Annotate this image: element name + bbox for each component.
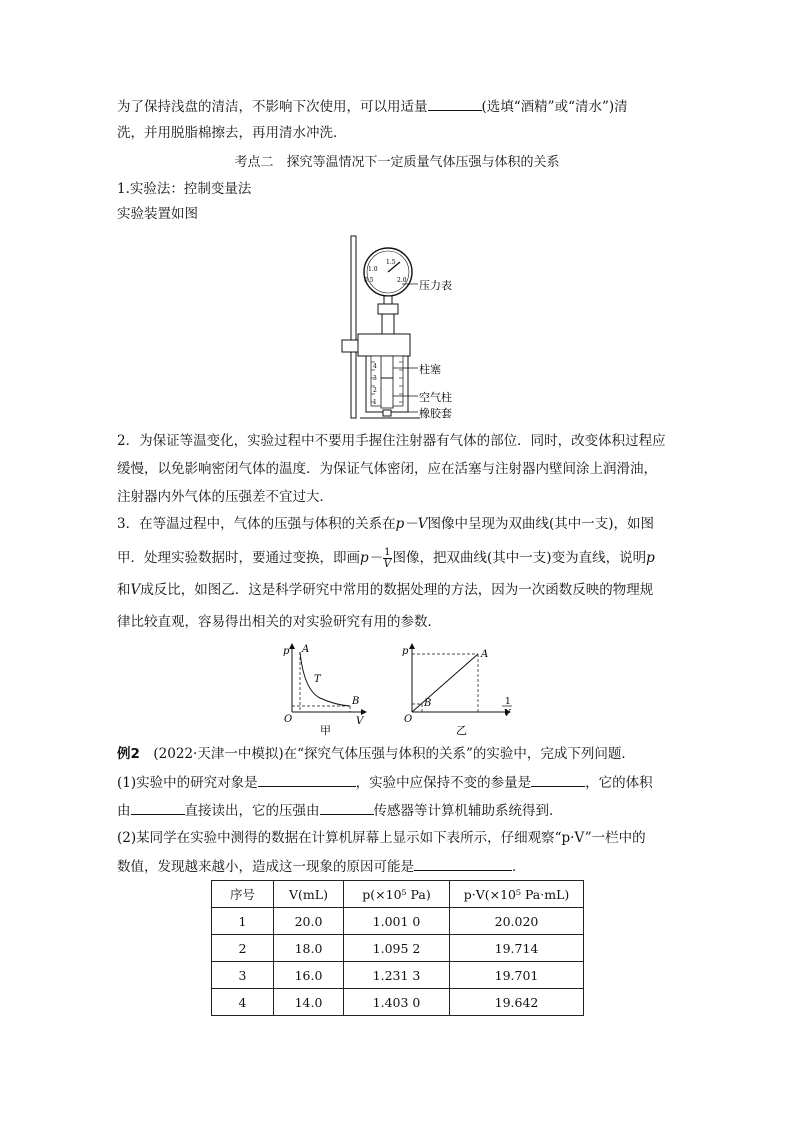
svg-text:4: 4 — [373, 363, 377, 370]
item2-line2: 缓慢，以免影响密闭气体的温度．为保证气体密闭，应在活塞与注射器内壁间涂上润滑油， — [117, 461, 657, 477]
table-row: 4 14.0 1.403 0 19.642 — [212, 989, 584, 1016]
col-header: 序号 — [212, 881, 274, 908]
item2-line3: 注射器内外气体的压强差不宜过大． — [117, 489, 333, 505]
table-row: 3 16.0 1.231 3 19.701 — [212, 962, 584, 989]
col-header: p(×10⁵ Pa) — [344, 881, 450, 908]
answer-blank[interactable] — [258, 772, 356, 787]
caption-jia: 甲 — [320, 724, 331, 737]
item2-line1: 2．为保证等温变化，实验过程中不要用手握住注射器有气体的部位．同时，改变体积过程应 — [117, 433, 666, 449]
answer-blank[interactable] — [320, 800, 374, 815]
table-row: 1 20.0 1.001 0 20.020 — [212, 908, 584, 935]
svg-text:1.0: 1.0 — [368, 266, 378, 273]
svg-text:V: V — [504, 709, 511, 719]
svg-text:A: A — [481, 649, 489, 660]
svg-text:1.5: 1.5 — [386, 259, 396, 266]
linear-graph — [412, 654, 478, 712]
svg-text:O: O — [404, 714, 413, 725]
apparatus-figure — [320, 234, 470, 424]
caption-yi: 乙 — [456, 724, 467, 737]
q1-line2: 由 直接读出，它的压强由 传感器等计算机辅助系统得到． — [117, 800, 563, 821]
answer-blank[interactable] — [531, 772, 585, 787]
piston-label: 柱塞 — [419, 363, 441, 376]
gauge-label: 压力表 — [419, 279, 452, 292]
item3-line4: 律比较直观，容易得出相关的对实验研究有用的参数． — [117, 614, 441, 630]
item1-sub: 实验装置如图 — [117, 206, 198, 222]
svg-text:0.5: 0.5 — [364, 277, 374, 284]
data-table — [211, 880, 584, 1016]
svg-text:V: V — [356, 716, 364, 727]
svg-text:T: T — [314, 674, 321, 685]
para1-text-a: 为了保持浅盘的清洁，不影响下次使用，可以用适量 — [117, 99, 428, 115]
para1-text-b: (选填“酒精”或“清水”)清 — [481, 99, 628, 115]
fraction: $\frac{1}{V}$ — [383, 547, 391, 570]
svg-text:O: O — [284, 714, 293, 725]
svg-text:3: 3 — [373, 375, 377, 382]
svg-text:2: 2 — [373, 387, 377, 394]
svg-text:2.0: 2.0 — [397, 277, 407, 284]
q2-line1: (2)某同学在实验中测得的数据在计算机屏幕上显示如下表所示，仔细观察“p·V”一栏中的 — [117, 830, 646, 846]
graph-yi — [398, 642, 518, 738]
isotherm-curve — [300, 652, 350, 706]
table-header-row — [212, 881, 584, 908]
svg-text:A: A — [302, 644, 310, 655]
example-label: 例2 — [117, 746, 140, 762]
rubber-label: 橡胶套 — [419, 407, 452, 420]
table-row: 2 18.0 1.095 2 19.714 — [212, 935, 584, 962]
graph-jia — [280, 642, 370, 738]
q1-line1: (1)实验中的研究对象是 ，实验中应保持不变的参量是 ，它的体积 — [117, 772, 653, 793]
svg-text:p: p — [283, 646, 290, 657]
para1-line1 — [117, 96, 628, 117]
para1-line2: 洗，并用脱脂棉擦去，再用清水冲洗． — [117, 125, 347, 141]
col-header: p·V(×10⁵ Pa·mL) — [450, 881, 584, 908]
q2-line2: 数值，发现越来越小，造成这一现象的原因可能是 ． — [117, 856, 526, 877]
answer-blank[interactable] — [414, 856, 512, 871]
svg-text:p: p — [402, 646, 409, 657]
col-header: V(mL) — [274, 881, 344, 908]
svg-text:B: B — [352, 696, 360, 707]
item3-line2: 甲．处理实验数据时，要通过变换，即画p－ $\frac{1}{V}$ 图像，把双曲线(其中一支)变为直线，说明p — [117, 547, 655, 570]
answer-blank[interactable] — [131, 800, 185, 815]
section-title: 考点二 探究等温情况下一定质量气体压强与体积的关系 — [234, 155, 560, 170]
item3-line3: 和V成反比，如图乙．这是科学研究中常用的数据处理的方法，因为一次函数反映的物理规 — [117, 582, 654, 598]
example-line1: 例2 (2022·天津一中模拟)在“探究气体压强与体积的关系”的实验中，完成下列问题． — [117, 746, 635, 762]
item3-line1: 3．在等温过程中，气体的压强与体积的关系在p－V图像中呈现为双曲线(其中一支)，如图 — [117, 516, 655, 532]
air-label: 空气柱 — [419, 391, 452, 404]
svg-text:B: B — [424, 698, 432, 709]
item1: 1.实验法：控制变量法 — [117, 181, 252, 197]
svg-text:1: 1 — [505, 697, 511, 707]
svg-text:1: 1 — [373, 399, 377, 406]
answer-blank[interactable] — [428, 96, 482, 111]
